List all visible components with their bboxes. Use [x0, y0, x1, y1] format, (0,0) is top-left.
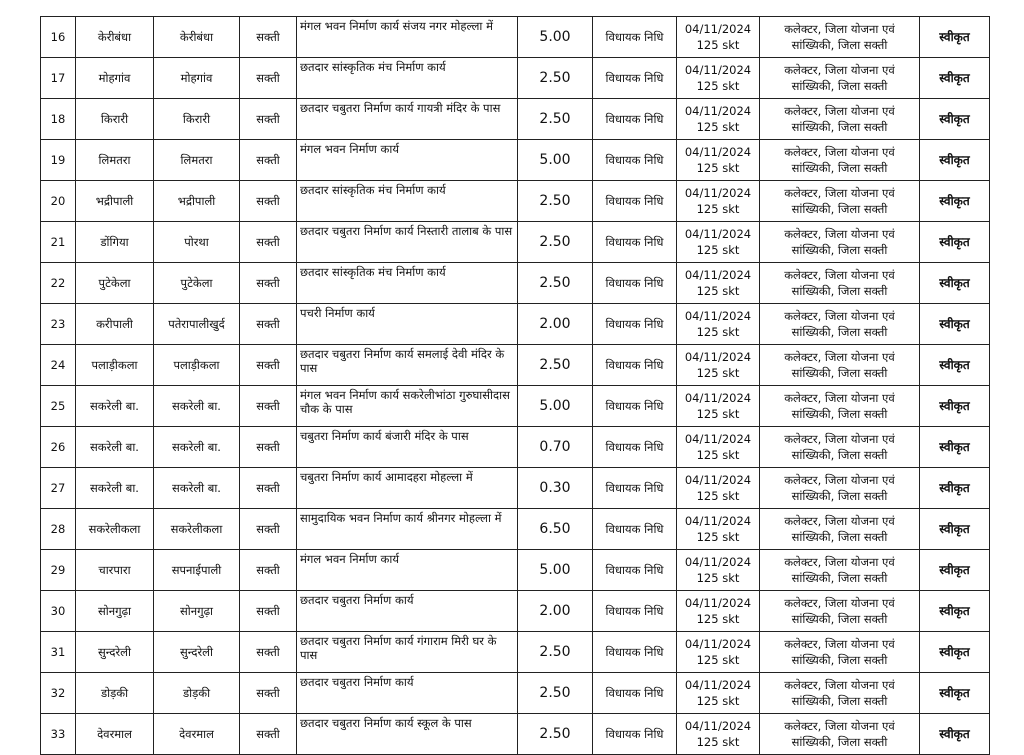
approval-date: 04/11/2024 [684, 637, 752, 651]
agency-line-1: कलेक्टर, जिला योजना एवं [784, 719, 895, 733]
table-row [41, 591, 990, 632]
table-row [41, 263, 990, 304]
agency-line-2: सांख्यिकी, जिला सक्ती [791, 366, 888, 380]
block-cell: सक्ती [240, 632, 297, 673]
agency-cell [760, 550, 920, 591]
amount-cell: 2.50 [518, 345, 593, 386]
agency-line-1: कलेक्टर, जिला योजना एवं [784, 637, 895, 651]
order-number: 125 skt [696, 407, 740, 421]
approval-date-cell [677, 17, 760, 58]
order-number: 125 skt [696, 325, 740, 339]
block-cell: सक्ती [240, 304, 297, 345]
fund-source-cell: विधायक निधि [593, 714, 677, 755]
gram-panchayat-cell: सकरेली बा. [154, 386, 240, 427]
agency-line-1: कलेक्टर, जिला योजना एवं [784, 514, 895, 528]
agency-cell [760, 58, 920, 99]
table-row [41, 345, 990, 386]
block-cell: सक्ती [240, 263, 297, 304]
approval-date: 04/11/2024 [684, 514, 752, 528]
order-number: 125 skt [696, 79, 740, 93]
serial-number-cell: 25 [41, 386, 76, 427]
fund-source-cell: विधायक निधि [593, 181, 677, 222]
village-cell: सकरेलीकला [76, 509, 154, 550]
agency-line-2: सांख्यिकी, जिला सक्ती [791, 243, 888, 257]
fund-source-cell: विधायक निधि [593, 263, 677, 304]
approval-date: 04/11/2024 [684, 350, 752, 364]
status-cell: स्वीकृत [920, 632, 990, 673]
order-number: 125 skt [696, 38, 740, 52]
agency-cell [760, 17, 920, 58]
work-description-cell: सामुदायिक भवन निर्माण कार्य श्रीनगर मोहल्ला में [297, 509, 518, 550]
serial-number-cell: 20 [41, 181, 76, 222]
approval-date-cell [677, 427, 760, 468]
agency-line-2: सांख्यिकी, जिला सक्ती [791, 653, 888, 667]
village-cell: सकरेली बा. [76, 468, 154, 509]
agency-line-2: सांख्यिकी, जिला सक्ती [791, 202, 888, 216]
work-description-cell: छतदार चबुतरा निर्माण कार्य निस्तारी तालाब के पास [297, 222, 518, 263]
village-cell: सकरेली बा. [76, 427, 154, 468]
amount-cell: 2.50 [518, 632, 593, 673]
table-row [41, 468, 990, 509]
block-cell: सक्ती [240, 222, 297, 263]
order-number: 125 skt [696, 612, 740, 626]
village-cell: सकरेली बा. [76, 386, 154, 427]
fund-source-cell: विधायक निधि [593, 509, 677, 550]
approval-date-cell [677, 140, 760, 181]
table-row [41, 427, 990, 468]
agency-cell [760, 468, 920, 509]
table-row [41, 632, 990, 673]
gram-panchayat-cell: मोहगांव [154, 58, 240, 99]
gram-panchayat-cell: सकरेलीकला [154, 509, 240, 550]
amount-cell: 2.50 [518, 222, 593, 263]
approval-date-cell [677, 509, 760, 550]
block-cell: सक्ती [240, 17, 297, 58]
work-description-cell: छतदार चबुतरा निर्माण कार्य [297, 591, 518, 632]
approval-date-cell [677, 99, 760, 140]
village-cell: सुन्दरेली [76, 632, 154, 673]
agency-line-1: कलेक्टर, जिला योजना एवं [784, 22, 895, 36]
order-number: 125 skt [696, 243, 740, 257]
agency-cell [760, 304, 920, 345]
status-cell: स्वीकृत [920, 222, 990, 263]
approval-date: 04/11/2024 [684, 432, 752, 446]
approval-date: 04/11/2024 [684, 186, 752, 200]
agency-line-2: सांख्यिकी, जिला सक्ती [791, 120, 888, 134]
status-cell: स्वीकृत [920, 304, 990, 345]
work-description-cell: छतदार सांस्कृतिक मंच निर्माण कार्य [297, 58, 518, 99]
fund-source-cell: विधायक निधि [593, 468, 677, 509]
order-number: 125 skt [696, 202, 740, 216]
amount-cell: 2.50 [518, 99, 593, 140]
amount-cell: 2.00 [518, 304, 593, 345]
village-cell: पलाड़ीकला [76, 345, 154, 386]
order-number: 125 skt [696, 489, 740, 503]
table-row [41, 714, 990, 755]
approval-date: 04/11/2024 [684, 555, 752, 569]
village-cell: केरीबंधा [76, 17, 154, 58]
village-cell: डोड़की [76, 673, 154, 714]
approval-date: 04/11/2024 [684, 473, 752, 487]
gram-panchayat-cell: पलाड़ीकला [154, 345, 240, 386]
order-number: 125 skt [696, 694, 740, 708]
gram-panchayat-cell: पुटेकेला [154, 263, 240, 304]
order-number: 125 skt [696, 161, 740, 175]
agency-line-2: सांख्यिकी, जिला सक्ती [791, 38, 888, 52]
fund-source-cell: विधायक निधि [593, 304, 677, 345]
amount-cell: 5.00 [518, 386, 593, 427]
agency-line-2: सांख्यिकी, जिला सक्ती [791, 735, 888, 749]
block-cell: सक्ती [240, 714, 297, 755]
agency-cell [760, 263, 920, 304]
gram-panchayat-cell: देवरमाल [154, 714, 240, 755]
serial-number-cell: 22 [41, 263, 76, 304]
approval-date-cell [677, 550, 760, 591]
amount-cell: 5.00 [518, 140, 593, 181]
gram-panchayat-cell: सुन्दरेली [154, 632, 240, 673]
table-row [41, 140, 990, 181]
work-description-cell: मंगल भवन निर्माण कार्य संजय नगर मोहल्ला में [297, 17, 518, 58]
serial-number-cell: 16 [41, 17, 76, 58]
fund-source-cell: विधायक निधि [593, 345, 677, 386]
agency-line-2: सांख्यिकी, जिला सक्ती [791, 284, 888, 298]
amount-cell: 2.50 [518, 181, 593, 222]
gram-panchayat-cell: डोड़की [154, 673, 240, 714]
gram-panchayat-cell: सकरेली बा. [154, 468, 240, 509]
agency-line-1: कलेक्टर, जिला योजना एवं [784, 432, 895, 446]
work-description-cell: छतदार सांस्कृतिक मंच निर्माण कार्य [297, 181, 518, 222]
agency-line-2: सांख्यिकी, जिला सक्ती [791, 79, 888, 93]
approval-date-cell [677, 263, 760, 304]
order-number: 125 skt [696, 366, 740, 380]
approval-date-cell [677, 58, 760, 99]
agency-line-1: कलेक्टर, जिला योजना एवं [784, 104, 895, 118]
serial-number-cell: 31 [41, 632, 76, 673]
gram-panchayat-cell: पोरथा [154, 222, 240, 263]
status-cell: स्वीकृत [920, 509, 990, 550]
agency-cell [760, 591, 920, 632]
status-cell: स्वीकृत [920, 427, 990, 468]
status-cell: स्वीकृत [920, 17, 990, 58]
approval-date: 04/11/2024 [684, 22, 752, 36]
amount-cell: 0.30 [518, 468, 593, 509]
fund-source-cell: विधायक निधि [593, 550, 677, 591]
table-row [41, 222, 990, 263]
work-description-cell: छतदार चबुतरा निर्माण कार्य स्कूल के पास [297, 714, 518, 755]
status-cell: स्वीकृत [920, 550, 990, 591]
agency-line-1: कलेक्टर, जिला योजना एवं [784, 350, 895, 364]
serial-number-cell: 18 [41, 99, 76, 140]
village-cell: करीपाली [76, 304, 154, 345]
gram-panchayat-cell: केरीबंधा [154, 17, 240, 58]
agency-cell [760, 181, 920, 222]
order-number: 125 skt [696, 735, 740, 749]
gram-panchayat-cell: पतेरापालीखुर्द [154, 304, 240, 345]
agency-line-2: सांख्यिकी, जिला सक्ती [791, 489, 888, 503]
work-description-cell: मंगल भवन निर्माण कार्य [297, 550, 518, 591]
block-cell: सक्ती [240, 345, 297, 386]
village-cell: किरारी [76, 99, 154, 140]
village-cell: भद्रीपाली [76, 181, 154, 222]
fund-source-cell: विधायक निधि [593, 17, 677, 58]
status-cell: स्वीकृत [920, 99, 990, 140]
serial-number-cell: 27 [41, 468, 76, 509]
serial-number-cell: 24 [41, 345, 76, 386]
block-cell: सक्ती [240, 181, 297, 222]
agency-line-2: सांख्यिकी, जिला सक्ती [791, 694, 888, 708]
block-cell: सक्ती [240, 99, 297, 140]
status-cell: स्वीकृत [920, 386, 990, 427]
agency-line-1: कलेक्टर, जिला योजना एवं [784, 555, 895, 569]
order-number: 125 skt [696, 120, 740, 134]
work-description-cell: छतदार चबुतरा निर्माण कार्य [297, 673, 518, 714]
fund-source-cell: विधायक निधि [593, 222, 677, 263]
agency-line-2: सांख्यिकी, जिला सक्ती [791, 161, 888, 175]
approval-date-cell [677, 345, 760, 386]
agency-cell [760, 427, 920, 468]
approval-date-cell [677, 304, 760, 345]
agency-line-1: कलेक्टर, जिला योजना एवं [784, 596, 895, 610]
table-row [41, 304, 990, 345]
status-cell: स्वीकृत [920, 58, 990, 99]
village-cell: देवरमाल [76, 714, 154, 755]
fund-source-cell: विधायक निधि [593, 58, 677, 99]
serial-number-cell: 26 [41, 427, 76, 468]
serial-number-cell: 21 [41, 222, 76, 263]
approval-date-cell [677, 181, 760, 222]
work-description-cell: छतदार चबुतरा निर्माण कार्य गंगाराम मिरी घर के पास [297, 632, 518, 673]
gram-panchayat-cell: लिमतरा [154, 140, 240, 181]
status-cell: स्वीकृत [920, 345, 990, 386]
approval-date: 04/11/2024 [684, 309, 752, 323]
approval-date-cell [677, 386, 760, 427]
table-row [41, 550, 990, 591]
agency-cell [760, 673, 920, 714]
agency-cell [760, 345, 920, 386]
gram-panchayat-cell: सकरेली बा. [154, 427, 240, 468]
table-body [41, 17, 990, 755]
serial-number-cell: 19 [41, 140, 76, 181]
block-cell: सक्ती [240, 550, 297, 591]
agency-line-1: कलेक्टर, जिला योजना एवं [784, 145, 895, 159]
serial-number-cell: 17 [41, 58, 76, 99]
block-cell: सक्ती [240, 427, 297, 468]
agency-line-1: कलेक्टर, जिला योजना एवं [784, 309, 895, 323]
order-number: 125 skt [696, 448, 740, 462]
agency-line-1: कलेक्टर, जिला योजना एवं [784, 268, 895, 282]
block-cell: सक्ती [240, 58, 297, 99]
approval-date-cell [677, 632, 760, 673]
status-cell: स्वीकृत [920, 468, 990, 509]
gram-panchayat-cell: सपनाईपाली [154, 550, 240, 591]
village-cell: सोनगुढ़ा [76, 591, 154, 632]
amount-cell: 2.00 [518, 591, 593, 632]
amount-cell: 2.50 [518, 263, 593, 304]
amount-cell: 6.50 [518, 509, 593, 550]
serial-number-cell: 23 [41, 304, 76, 345]
approval-date: 04/11/2024 [684, 391, 752, 405]
block-cell: सक्ती [240, 386, 297, 427]
agency-cell [760, 509, 920, 550]
approval-date: 04/11/2024 [684, 145, 752, 159]
amount-cell: 2.50 [518, 673, 593, 714]
block-cell: सक्ती [240, 509, 297, 550]
order-number: 125 skt [696, 571, 740, 585]
serial-number-cell: 28 [41, 509, 76, 550]
agency-line-1: कलेक्टर, जिला योजना एवं [784, 227, 895, 241]
table-row [41, 181, 990, 222]
serial-number-cell: 29 [41, 550, 76, 591]
agency-cell [760, 222, 920, 263]
status-cell: स्वीकृत [920, 140, 990, 181]
table-row [41, 58, 990, 99]
serial-number-cell: 32 [41, 673, 76, 714]
agency-line-2: सांख्यिकी, जिला सक्ती [791, 530, 888, 544]
block-cell: सक्ती [240, 468, 297, 509]
block-cell: सक्ती [240, 673, 297, 714]
approval-date: 04/11/2024 [684, 104, 752, 118]
amount-cell: 5.00 [518, 17, 593, 58]
fund-source-cell: विधायक निधि [593, 99, 677, 140]
status-cell: स्वीकृत [920, 591, 990, 632]
work-description-cell: मंगल भवन निर्माण कार्य सकरेलीभांठा गुरुघासीदास चौक के पास [297, 386, 518, 427]
work-description-cell: चबुतरा निर्माण कार्य आमादहरा मोहल्ला में [297, 468, 518, 509]
works-approval-table [40, 16, 990, 755]
village-cell: पुटेकेला [76, 263, 154, 304]
fund-source-cell: विधायक निधि [593, 427, 677, 468]
agency-line-1: कलेक्टर, जिला योजना एवं [784, 473, 895, 487]
status-cell: स्वीकृत [920, 714, 990, 755]
approval-date-cell [677, 468, 760, 509]
block-cell: सक्ती [240, 140, 297, 181]
status-cell: स्वीकृत [920, 263, 990, 304]
village-cell: डोंगिया [76, 222, 154, 263]
work-description-cell: छतदार चबुतरा निर्माण कार्य गायत्री मंदिर के पास [297, 99, 518, 140]
work-description-cell: पचरी निर्माण कार्य [297, 304, 518, 345]
village-cell: चारपारा [76, 550, 154, 591]
status-cell: स्वीकृत [920, 181, 990, 222]
table-row [41, 386, 990, 427]
gram-panchayat-cell: किरारी [154, 99, 240, 140]
agency-cell [760, 714, 920, 755]
fund-source-cell: विधायक निधि [593, 140, 677, 181]
approval-date-cell [677, 222, 760, 263]
village-cell: मोहगांव [76, 58, 154, 99]
work-description-cell: चबुतरा निर्माण कार्य बंजारी मंदिर के पास [297, 427, 518, 468]
serial-number-cell: 33 [41, 714, 76, 755]
table-row [41, 17, 990, 58]
work-description-cell: छतदार सांस्कृतिक मंच निर्माण कार्य [297, 263, 518, 304]
serial-number-cell: 30 [41, 591, 76, 632]
approval-date: 04/11/2024 [684, 227, 752, 241]
fund-source-cell: विधायक निधि [593, 591, 677, 632]
agency-cell [760, 99, 920, 140]
gram-panchayat-cell: सोनगुढ़ा [154, 591, 240, 632]
table-row [41, 509, 990, 550]
fund-source-cell: विधायक निधि [593, 386, 677, 427]
approval-date: 04/11/2024 [684, 268, 752, 282]
order-number: 125 skt [696, 530, 740, 544]
approval-date-cell [677, 673, 760, 714]
amount-cell: 2.50 [518, 714, 593, 755]
agency-line-1: कलेक्टर, जिला योजना एवं [784, 391, 895, 405]
approval-date: 04/11/2024 [684, 596, 752, 610]
work-description-cell: छतदार चबुतरा निर्माण कार्य समलाई देवी मंदिर के पास [297, 345, 518, 386]
agency-line-1: कलेक्टर, जिला योजना एवं [784, 678, 895, 692]
agency-line-2: सांख्यिकी, जिला सक्ती [791, 571, 888, 585]
order-number: 125 skt [696, 653, 740, 667]
agency-line-1: कलेक्टर, जिला योजना एवं [784, 63, 895, 77]
approval-date-cell [677, 591, 760, 632]
agency-line-2: सांख्यिकी, जिला सक्ती [791, 448, 888, 462]
table-row [41, 673, 990, 714]
fund-source-cell: विधायक निधि [593, 673, 677, 714]
approval-date: 04/11/2024 [684, 678, 752, 692]
work-description-cell: मंगल भवन निर्माण कार्य [297, 140, 518, 181]
approval-date-cell [677, 714, 760, 755]
agency-cell [760, 632, 920, 673]
fund-source-cell: विधायक निधि [593, 632, 677, 673]
amount-cell: 2.50 [518, 58, 593, 99]
approval-date: 04/11/2024 [684, 719, 752, 733]
approval-date: 04/11/2024 [684, 63, 752, 77]
agency-line-2: सांख्यिकी, जिला सक्ती [791, 325, 888, 339]
amount-cell: 5.00 [518, 550, 593, 591]
gram-panchayat-cell: भद्रीपाली [154, 181, 240, 222]
order-number: 125 skt [696, 284, 740, 298]
table-row [41, 99, 990, 140]
agency-cell [760, 386, 920, 427]
block-cell: सक्ती [240, 591, 297, 632]
agency-line-1: कलेक्टर, जिला योजना एवं [784, 186, 895, 200]
village-cell: लिमतरा [76, 140, 154, 181]
agency-line-2: सांख्यिकी, जिला सक्ती [791, 407, 888, 421]
status-cell: स्वीकृत [920, 673, 990, 714]
amount-cell: 0.70 [518, 427, 593, 468]
agency-cell [760, 140, 920, 181]
agency-line-2: सांख्यिकी, जिला सक्ती [791, 612, 888, 626]
